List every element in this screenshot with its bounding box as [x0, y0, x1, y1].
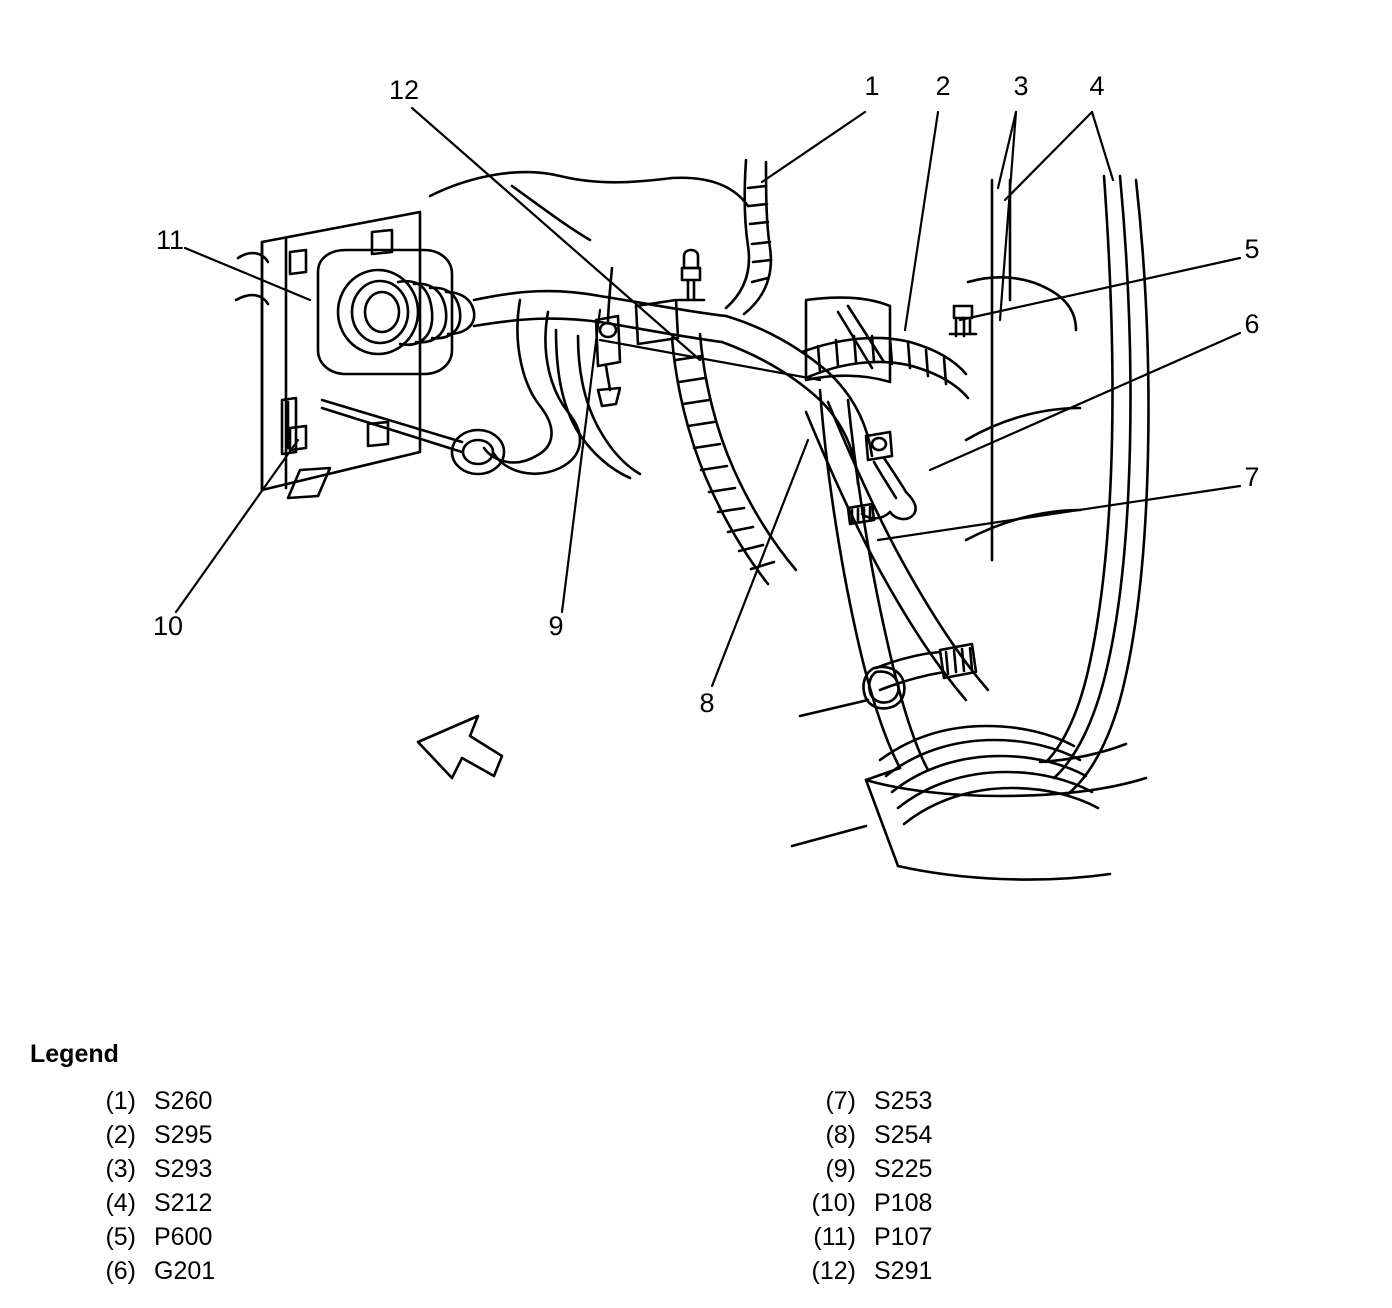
legend-item: [88, 1087, 696, 1121]
callout-7: 7: [1244, 462, 1260, 492]
legend-label: S253: [874, 1087, 933, 1115]
legend-index: (3): [105, 1155, 136, 1183]
legend-label: S254: [874, 1121, 933, 1149]
callout-8: 8: [699, 688, 715, 718]
callout-11: 11: [155, 225, 185, 255]
legend-item: [88, 1189, 696, 1223]
legend-index: (1): [105, 1087, 136, 1115]
callout-10: 10: [152, 611, 184, 641]
legend-index: (11): [813, 1223, 856, 1251]
callout-3: 3: [1013, 71, 1029, 101]
fasteners: [800, 306, 976, 716]
legend-index: (7): [825, 1087, 856, 1115]
callout-1: 1: [864, 71, 880, 101]
legend-title: Legend: [30, 1040, 119, 1068]
legend-label: G201: [154, 1257, 216, 1285]
legend-label: S225: [874, 1155, 933, 1183]
leader-lines: [176, 108, 1240, 686]
callout-4: 4: [1089, 71, 1105, 101]
legend-label: S212: [154, 1189, 213, 1217]
legend-label: P107: [874, 1223, 933, 1251]
legend-columns: [0, 1087, 1392, 1291]
legend-item: [808, 1189, 1392, 1223]
legend-index: (12): [811, 1257, 856, 1285]
legend-index: (4): [105, 1189, 136, 1217]
callout-6: 6: [1244, 309, 1260, 339]
legend-index: (6): [105, 1257, 136, 1285]
legend-label: S260: [154, 1087, 213, 1115]
legend-item: [808, 1121, 1392, 1155]
legend-item: [808, 1155, 1392, 1189]
legend-index: (5): [105, 1223, 136, 1251]
legend-label: P600: [154, 1223, 213, 1251]
legend-item: [88, 1121, 696, 1155]
legend: [0, 1040, 1392, 1291]
legend-index: (9): [825, 1155, 856, 1183]
legend-item: [808, 1257, 1392, 1291]
callout-12: 12: [388, 75, 420, 105]
legend-item: [88, 1223, 696, 1257]
legend-item: [88, 1257, 696, 1291]
legend-column-left: [0, 1087, 696, 1291]
body-pillar: [792, 176, 1149, 880]
connector-p107: [318, 250, 474, 374]
callout-5: 5: [1244, 234, 1260, 264]
legend-label: S295: [154, 1121, 213, 1149]
legend-label: S291: [874, 1257, 933, 1285]
legend-item: [88, 1155, 696, 1189]
legend-index: (2): [105, 1121, 136, 1149]
legend-label: S293: [154, 1155, 213, 1183]
legend-item: [808, 1087, 1392, 1121]
callout-numbers: [153, 71, 1260, 718]
legend-item: [808, 1223, 1392, 1257]
callout-9: 9: [548, 611, 564, 641]
legend-index: (10): [811, 1189, 856, 1217]
callout-2: 2: [935, 71, 951, 101]
forward-arrow-icon: [418, 716, 502, 778]
legend-label: P108: [874, 1189, 933, 1217]
legend-index: (8): [825, 1121, 856, 1149]
legend-column-right: [696, 1087, 1392, 1291]
main-harness: [322, 160, 988, 700]
